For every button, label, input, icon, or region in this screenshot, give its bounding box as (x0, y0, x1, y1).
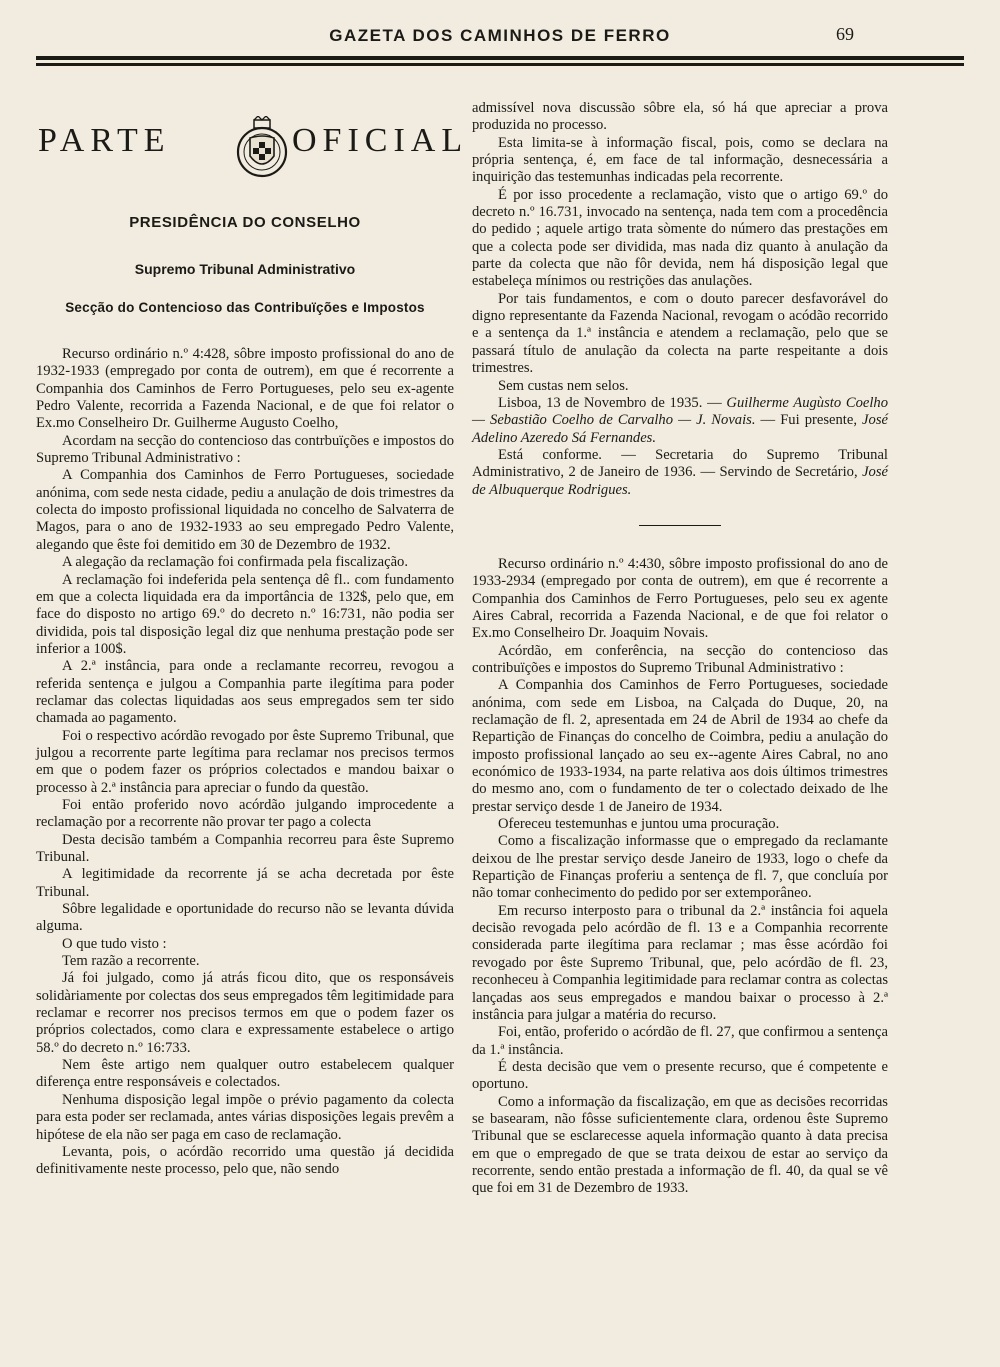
paragraph: A reclamação foi indeferida pela sentença dê fl.. com fundamento em que a colecta liquidada era da importância de 132$, pelo que, em face do disposto no artigo 69.º do decreto n.º 16:731, não podia ser dividida, pois tal disposição legal diz que nenhuma prestação pode ser inferior a 100$. (36, 571, 454, 657)
right-column (472, 100, 888, 1198)
paragraph: Nenhuma disposição legal impõe o prévio pagamento da colecta para esta poder ser reclamada, antes várias disposições legais prevêm a hipótese de ela não ser paga em caso de reclamação. (36, 1091, 454, 1143)
article-divider (639, 525, 721, 526)
paragraph: Recurso ordinário n.º 4:430, sôbre imposto profissional do ano de 1933-2934 (empregado por conta de outrem), em que é recorrente a Companhia dos Caminhos de Ferro Portugueses, pelo seu ex agente Aires Cabral, recorrida a Fazenda Nacional, e de que foi relator o Ex.mo Conselheiro Dr. Joaquim Novais. (472, 555, 888, 642)
heading-supremo-tribunal: Supremo Tribunal Administrativo (134, 261, 356, 278)
portuguese-coat-of-arms-icon (234, 116, 290, 182)
paragraph: Acordam na secção do contencioso das contrbuïções e impostos do Supremo Tribunal Administrativo : (36, 432, 454, 467)
paragraph: Como a informação da fiscalização, em que as decisões recorridas se basearam, não fôsse suficientemente clara, ordenou êste Supremo Tribunal que se esclarecesse aquela informação quanto à data precisa em que o empregado de que se trata deixou de estar ao serviço da recorrente, sendo então prestada a informação de fl. 40, da qual se vê que foi em 31 de Dezembro de 1933. (472, 1093, 888, 1197)
paragraph: A legitimidade da recorrente já se acha decretada por êste Tribunal. (36, 866, 454, 900)
paragraph: Desta decisão também a Companhia recorreu para êste Supremo Tribunal. (36, 831, 454, 865)
signature-present-label: — Fui presente, (755, 412, 863, 429)
conforme-secretary: José de Albuquerque Rodrigues. (472, 464, 888, 498)
paragraph: A 2.ª instância, para onde a reclamante recorreu, revogou a referida sentença e julgou a Companhia parte ilegítima para poder reclamar das colectas liquidadas aos seus empregados sem ter sido chamada ao pagamento. (36, 658, 454, 727)
conforme-paragraph (472, 447, 888, 499)
publication-title: GAZETA DOS CAMINHOS DE FERRO (329, 26, 671, 45)
page-number: 69 (836, 24, 854, 44)
paragraph: Ofereceu testemunhas e juntou uma procuração. (498, 816, 780, 833)
left-column (36, 100, 469, 1179)
conforme-text: Está conforme. — Secretaria do Supremo Tribunal Administrativo, 2 de Janeiro de 1936. — Servindo de Secretário, (472, 446, 888, 481)
paragraph: admissível nova discussão sôbre ela, só há que apreciar a prova produzida no processo. (472, 100, 888, 134)
header-rule-thin (36, 63, 964, 66)
paragraph: Foi o respectivo acórdão revogado por êste Supremo Tribunal, que julgou a recorrente parte legítima para reclamar nos precisos termos em que o podem fazer os próprios colectados e mandou baixar o processo à 2.ª instância para apreciar o fundo da questão. (36, 727, 454, 796)
paragraph: Por tais fundamentos, e com o douto parecer desfavorável do digno representante da Fazenda Nacional, revogam o acódão recorrido e a sentença da 1.ª instância e atendem a reclamação, pelo que se passará título de anulação da colecta na parte respeitante a dois trimestres. (472, 290, 888, 377)
paragraph: É por isso procedente a reclamação, visto que o artigo 69.º do decreto n.º 16.731, invocado na sentença, nada tem com a procedência do pedido ; aquele artigo trata sòmente do número das prestações em que a colecta pode ser dividida, mas nada diz quanto à anulação da parte da colecta que não fôr devida, nem há disposição legal que estabeleça mínimos ou restrições das anulações. (472, 186, 888, 290)
signature-representative: José Adelino Azeredo Sá Fernandes. (472, 412, 888, 446)
heading-presidencia: PRESIDÊNCIA DO CONSELHO (129, 214, 361, 231)
header-rule-thick (36, 56, 964, 60)
paragraph: A alegação da reclamação foi confirmada pela fiscalização. (62, 554, 408, 571)
paragraph: Acórdão, em conferência, na secção do contencioso das contribuïções e impostos do Supremo Tribunal Administrativo : (472, 642, 888, 676)
signature-paragraph (472, 395, 888, 447)
paragraph: É desta decisão que vem o presente recurso, que é competente e oportuno. (472, 1058, 888, 1093)
paragraph: Já foi julgado, como já atrás ficou dito, que os responsáveis solidàriamente por colectas dos seus empregados têm legitimidade para reclamar e recorrer nos precisos termos em que o podem fazer os próprios colectados, como clara e expressamente estabelece o artigo 58.º do decreto n.º 16:733. (36, 970, 454, 1056)
paragraph: Tem razão a recorrente. (62, 953, 200, 970)
paragraph: Como a fiscalização informasse que o empregado da reclamante deixou de lhe prestar serviço desde Janeiro de 1933, logo o chefe da Repartição de Finanças proferiu a sentença de fl. 7, que concluía por não tomar conhecimento do pedido por ser extemporâneo. (472, 833, 888, 902)
heading-seccao: Secção do Contencioso das Contribuïções e Impostos (65, 299, 425, 315)
paragraph: Nem êste artigo nem qualquer outro estabelecem qualquer diferença entre responsáveis e colectados. (36, 1057, 454, 1091)
paragraph: Sôbre legalidade e oportunidade do recurso não se levanta dúvida alguma. (36, 901, 454, 935)
paragraph: O que tudo visto : (62, 935, 167, 952)
paragraph: Sem custas nem selos. (498, 377, 629, 394)
signature-place-date: Lisboa, 13 de Novembro de 1935. — (498, 394, 727, 411)
paragraph: Foi então proferido novo acórdão julgando improcedente a reclamação por a recorrente não provar ter pago a colecta (36, 796, 454, 831)
masthead-left-word: PARTE (38, 122, 171, 159)
paragraph: Em recurso interposto para o tribunal da 2.ª instância foi aquela decisão revogada pelo acórdão de fl. 13 e a Companhia recorrente considerada parte ilegítima para reclamar ; mas êsse acórdão foi revogado por êste Supremo Tribunal, que, pelo acórdão de fl. 23, reconheceu à Companhia legitimidade para reclamar contra as colectas lançadas aos seus empregados e mandou baixar o processo à 2.ª instância para julgar a matéria do recurso. (472, 902, 888, 1023)
paragraph: A Companhia dos Caminhos de Ferro Portugueses, sociedade anónima, com sede nesta cidade, pediu a anulação de dois trimestres da colecta do imposto profissional liquidada no concelho de Salvaterra de Magos, para o ano de 1932-1933 ao seu empregado Pedro Valente, alegando que êste foi demitido em 30 de Dezembro de 1932. (36, 467, 454, 553)
masthead-right-word: OFICIAL (292, 122, 469, 159)
paragraph: Recurso ordinário n.º 4:428, sôbre imposto profissional do ano de 1932-1933 (empregado por conta de outrem), em que é recorrente a Companhia dos Caminhos de Ferro Portugueses, pelo seu ex-agente Pedro Valente, recorrida a Fazenda Nacional, e de que foi relator o Ex.mo Conselheiro Dr. Guilherme Augusto Coelho, (36, 346, 454, 432)
page-header (36, 24, 964, 70)
paragraph: Foi, então, proferido o acórdão de fl. 27, que confirmou a sentença da 1.ª instância. (472, 1024, 888, 1058)
section-masthead (36, 108, 469, 208)
paragraph: Esta limita-se à informação fiscal, pois, como se declara na própria sentença, é, em face de tal informação, desnecessária a inquirição das testemunhas indicadas pela recorrente. (472, 134, 888, 186)
paragraph: Levanta, pois, o acórdão recorrido uma questão já decidida definitivamente neste processo, pelo que, não sendo (36, 1143, 454, 1178)
paragraph: A Companhia dos Caminhos de Ferro Portugueses, sociedade anónima, com sede em Lisboa, na Calçada do Duque, 20, na reclamação de fl. 2, apresentada em 24 de Abril de 1934 ao chefe da Repartição de Finanças do concelho de Coimbra, pediu a anulação do imposto profissional lançado ao seu ex--agente Aires Cabral, no ano económico de 1933-1934, na parte relativa aos dois últimos trimestres do mesmo ano, com o fundamento de ter o colectado deixado de lhe prestar serviço desde 1 de Janeiro de 1934. (472, 677, 888, 815)
signature-judges: Guilherme Augùsto Coelho — Sebastião Coelho de Carvalho — J. Novais. (472, 394, 888, 429)
